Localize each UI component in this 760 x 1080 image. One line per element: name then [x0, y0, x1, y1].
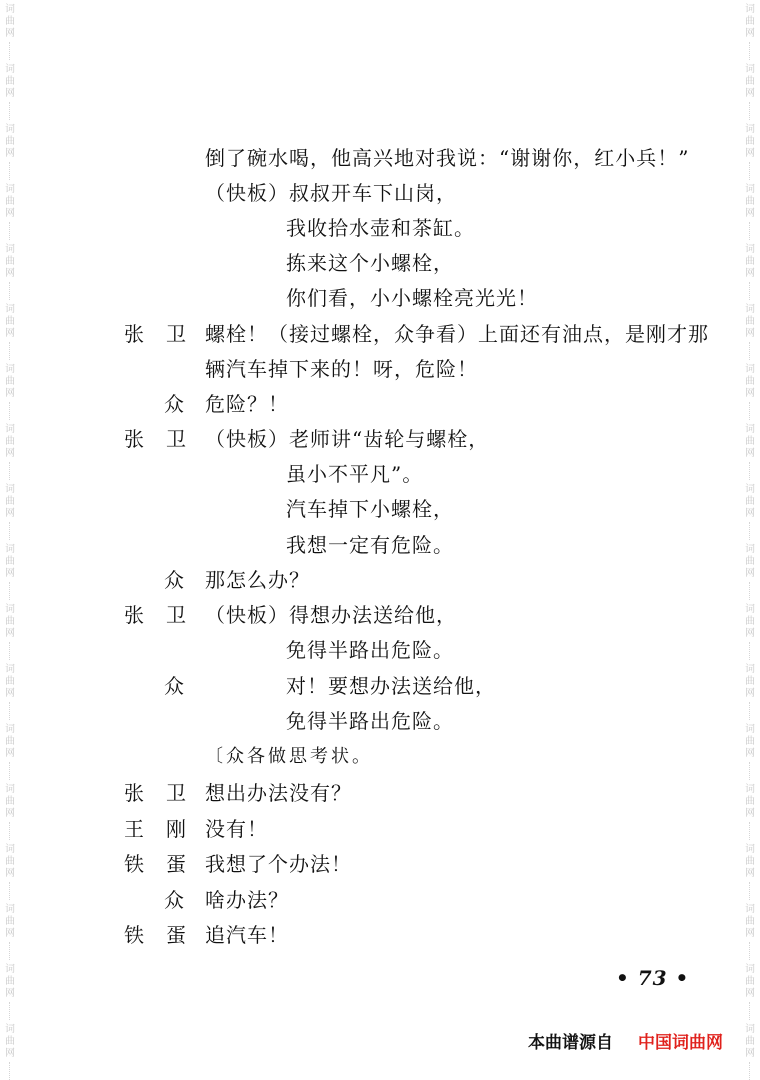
- script-line: 辆汽车掉下来的！呀，危险！: [205, 357, 478, 381]
- watermark-rule: [9, 222, 10, 240]
- watermark-mark: 词 曲 网: [5, 244, 15, 279]
- watermark-mark: 词 曲 网: [745, 784, 755, 819]
- watermark-rule: [749, 642, 750, 660]
- watermark-rule: [9, 522, 10, 540]
- watermark-mark: 词 曲 网: [5, 844, 15, 879]
- script-line: （快板）老师讲“齿轮与螺栓，: [205, 427, 490, 451]
- speaker-name: 张 卫: [124, 781, 187, 805]
- watermark-rule: [9, 342, 10, 360]
- right-watermark-strip: [740, 0, 760, 1077]
- watermark-rule: [9, 582, 10, 600]
- script-line: 我想了个办法！: [205, 852, 352, 876]
- watermark-rule: [9, 822, 10, 840]
- watermark-rule: [749, 162, 750, 180]
- speaker-name: 铁 蛋: [124, 923, 187, 947]
- watermark-mark: 词 曲 网: [5, 4, 15, 39]
- watermark-mark: 词 曲 网: [745, 964, 755, 999]
- script-line: 免得半路出危险。: [286, 638, 454, 662]
- watermark-mark: 词 曲 网: [5, 604, 15, 639]
- watermark-rule: [749, 762, 750, 780]
- watermark-mark: 词 曲 网: [5, 1024, 15, 1059]
- watermark-mark: 词 曲 网: [5, 484, 15, 519]
- watermark-mark: 词 曲 网: [5, 184, 15, 219]
- script-line: 那怎么办？: [205, 568, 310, 592]
- script-line: （快板）得想办法送给他，: [205, 603, 457, 627]
- script-line: 想出办法没有？: [205, 781, 352, 805]
- watermark-mark: 词 曲 网: [5, 304, 15, 339]
- script-line: 虽小不平凡”。: [286, 462, 424, 486]
- watermark-rule: [749, 942, 750, 960]
- speaker-name: 众: [164, 674, 185, 698]
- watermark-rule: [749, 102, 750, 120]
- watermark-rule: [749, 582, 750, 600]
- script-line: 追汽车！: [205, 923, 289, 947]
- watermark-rule: [749, 702, 750, 720]
- watermark-mark: 词 曲 网: [5, 964, 15, 999]
- speaker-name: 张 卫: [124, 322, 187, 346]
- watermark-mark: 词 曲 网: [745, 364, 755, 399]
- watermark-mark: 词 曲 网: [745, 604, 755, 639]
- watermark-rule: [749, 222, 750, 240]
- watermark-rule: [9, 942, 10, 960]
- script-line: 螺栓！（接过螺栓，众争看）上面还有油点，是刚才那: [205, 322, 709, 346]
- watermark-mark: 词 曲 网: [745, 724, 755, 759]
- speaker-name: 众: [164, 392, 185, 416]
- watermark-rule: [749, 342, 750, 360]
- watermark-rule: [9, 1002, 10, 1020]
- watermark-rule: [9, 42, 10, 60]
- watermark-mark: 词 曲 网: [5, 544, 15, 579]
- watermark-rule: [9, 162, 10, 180]
- stage-direction: 〔众各做思考状。: [205, 746, 373, 767]
- watermark-rule: [749, 1062, 750, 1080]
- script-line: 拣来这个小螺栓，: [286, 251, 454, 275]
- watermark-rule: [749, 1002, 750, 1020]
- watermark-mark: 词 曲 网: [745, 544, 755, 579]
- watermark-rule: [749, 462, 750, 480]
- left-watermark-strip: [0, 0, 20, 1077]
- page-number: • 73 •: [616, 966, 690, 990]
- watermark-mark: 词 曲 网: [745, 64, 755, 99]
- script-line: 汽车掉下小螺栓，: [286, 497, 454, 521]
- script-line: 危险？！: [205, 392, 289, 416]
- script-line: 你们看，小小螺栓亮光光！: [286, 286, 538, 310]
- watermark-rule: [9, 102, 10, 120]
- watermark-rule: [9, 282, 10, 300]
- watermark-mark: 词 曲 网: [745, 424, 755, 459]
- watermark-rule: [9, 762, 10, 780]
- watermark-rule: [749, 42, 750, 60]
- watermark-mark: 词 曲 网: [745, 4, 755, 39]
- watermark-rule: [9, 402, 10, 420]
- watermark-rule: [749, 282, 750, 300]
- speaker-name: 众: [164, 568, 185, 592]
- watermark-rule: [749, 522, 750, 540]
- watermark-mark: 词 曲 网: [745, 484, 755, 519]
- speaker-name: 众: [164, 888, 185, 912]
- watermark-mark: 词 曲 网: [745, 304, 755, 339]
- watermark-rule: [749, 402, 750, 420]
- watermark-rule: [9, 882, 10, 900]
- script-line: （快板）叔叔开车下山岗，: [205, 181, 457, 205]
- footer-site-link[interactable]: 中国词曲网: [638, 1033, 723, 1053]
- watermark-mark: 词 曲 网: [5, 664, 15, 699]
- watermark-rule: [749, 882, 750, 900]
- watermark-rule: [9, 1062, 10, 1080]
- watermark-rule: [9, 462, 10, 480]
- footer-source-label: 本曲谱源自: [528, 1033, 613, 1053]
- watermark-mark: 词 曲 网: [5, 124, 15, 159]
- watermark-mark: 词 曲 网: [745, 184, 755, 219]
- speaker-name: 张 卫: [124, 427, 187, 451]
- watermark-mark: 词 曲 网: [745, 124, 755, 159]
- watermark-mark: 词 曲 网: [5, 724, 15, 759]
- watermark-mark: 词 曲 网: [5, 904, 15, 939]
- watermark-mark: 词 曲 网: [745, 904, 755, 939]
- speaker-name: 王 刚: [124, 817, 187, 841]
- script-line: 免得半路出危险。: [286, 709, 454, 733]
- watermark-mark: 词 曲 网: [745, 664, 755, 699]
- speaker-name: 张 卫: [124, 603, 187, 627]
- script-line: 对！要想办法送给他，: [286, 674, 496, 698]
- watermark-mark: 词 曲 网: [5, 784, 15, 819]
- watermark-mark: 词 曲 网: [5, 64, 15, 99]
- watermark-rule: [9, 702, 10, 720]
- watermark-mark: 词 曲 网: [745, 844, 755, 879]
- script-line: 啥办法？: [205, 888, 289, 912]
- script-line: 倒了碗水喝，他高兴地对我说：“谢谢你，红小兵！”: [205, 146, 690, 170]
- script-line: 没有！: [205, 817, 268, 841]
- speaker-name: 铁 蛋: [124, 852, 187, 876]
- watermark-rule: [9, 642, 10, 660]
- watermark-mark: 词 曲 网: [745, 244, 755, 279]
- watermark-mark: 词 曲 网: [745, 1024, 755, 1059]
- script-line: 我收拾水壶和茶缸。: [286, 216, 475, 240]
- script-line: 我想一定有危险。: [286, 533, 454, 557]
- watermark-rule: [749, 822, 750, 840]
- watermark-mark: 词 曲 网: [5, 364, 15, 399]
- watermark-mark: 词 曲 网: [5, 424, 15, 459]
